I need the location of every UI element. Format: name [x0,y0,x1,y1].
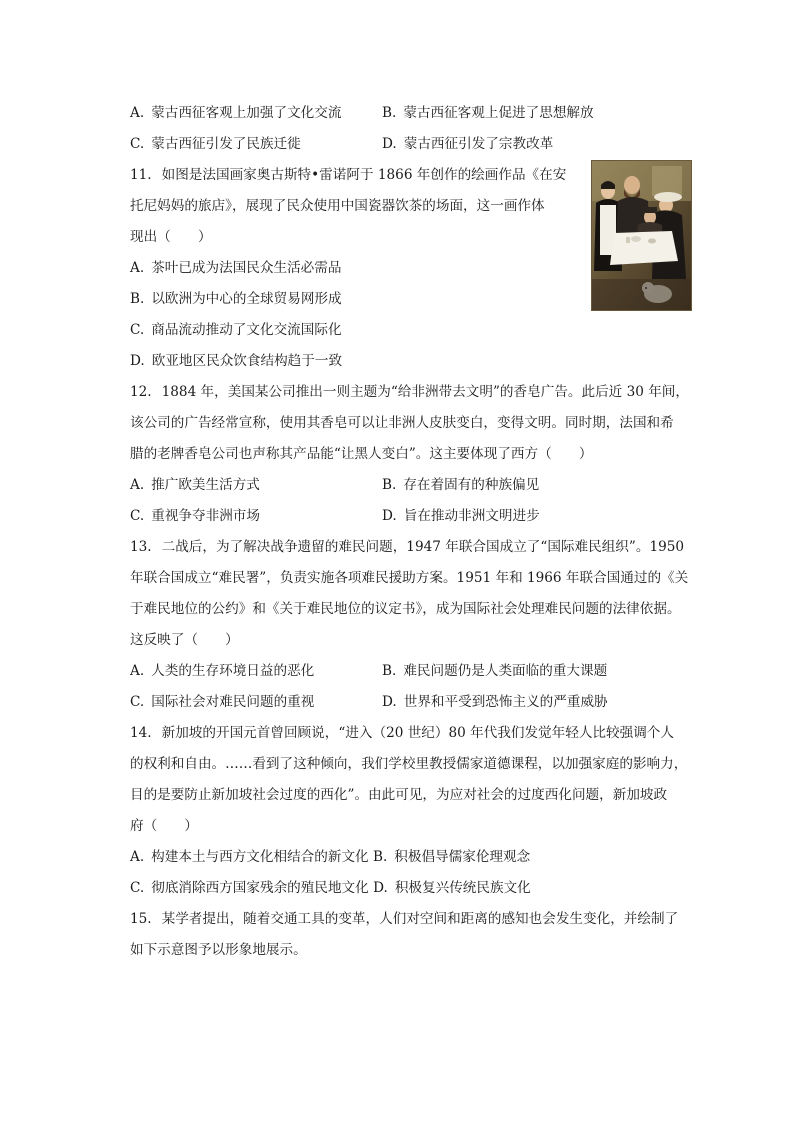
q13-option-c[interactable]: C. 国际社会对难民问题的重视 [130,694,315,710]
q11-stem-line: 11. 如图是法国画家奥古斯特•雷诺阿于 1866 年创作的绘画作品《在安 [130,167,567,183]
q14-option-a[interactable]: A. 构建本土与西方文化相结合的新文化 [130,849,369,865]
q12-stem-line: 12. 1884 年，美国某公司推出一则主题为“给非洲带去文明”的香皂广告。此后近 30 年间， [130,384,689,400]
q11-option-a[interactable]: A. 茶叶已成为法国民众生活必需品 [130,260,342,276]
q12-option-a[interactable]: A. 推广欧美生活方式 [130,477,260,493]
q13-options-row-2 [130,687,694,718]
q12-stem-line: 该公司的广告经常宣称，使用其香皂可以让非洲人皮肤变白，变得文明。同时期，法国和希 [130,415,674,431]
q15-stem-line: 15. 某学者提出，随着交通工具的变革，人们对空间和距离的感知也会发生变化，并绘制了 [130,911,679,927]
q12-option-b[interactable]: B. 存在着固有的种族偏见 [382,477,540,493]
renoir-painting-image [591,160,692,311]
q11-stem-line: 托尼妈妈的旅店》，展现了民众使用中国瓷器饮茶的场面，这一画作体 [130,198,545,214]
q12-options-row-2 [130,501,694,532]
q14-option-c[interactable]: C. 彻底消除西方国家残余的殖民地文化 [130,880,369,896]
q12-options-row-1 [130,470,694,501]
q10-option-a[interactable]: A. 蒙古西征客观上加强了文化交流 [130,105,342,121]
question-11 [130,160,694,377]
question-14 [130,718,694,904]
q11-stem-line: 现出（ ） [130,229,212,245]
q13-stem-line: 这反映了（ ） [130,632,239,648]
q14-stem-line: 的权利和自由。……看到了这种倾向，我们学校里教授儒家道德课程，以加强家庭的影响力， [130,756,688,772]
q15-stem-line: 如下示意图予以形象地展示。 [130,942,307,958]
question-12 [130,377,694,532]
question-15 [130,904,694,966]
question-content [130,98,694,966]
q13-option-b[interactable]: B. 难民问题仍是人类面临的重大课题 [382,663,608,679]
q14-stem-line: 14. 新加坡的开国元首曾回顾说，“进入（20 世纪）80 年代我们发觉年轻人比较强调个人 [130,725,674,741]
q10-option-d[interactable]: D. 蒙古西征引发了宗教改革 [382,136,554,152]
q12-option-d[interactable]: D. 旨在推动非洲文明进步 [382,508,540,524]
q13-options-row-1 [130,656,694,687]
q14-option-b[interactable]: B. 积极倡导儒家伦理观念 [372,849,531,865]
q14-stem-line: 府（ ） [130,818,198,834]
q14-options-row-2 [130,873,694,904]
q12-option-c[interactable]: C. 重视争夺非洲市场 [130,508,260,524]
q12-stem-line: 腊的老牌香皂公司也声称其产品能“让黑人变白”。这主要体现了西方（ ） [130,446,593,462]
q13-stem-line: 年联合国成立“难民署”，负责实施各项难民援助方案。1951 年和 1966 年联合国通过的《关 [130,570,689,586]
q13-option-d[interactable]: D. 世界和平受到恐怖主义的严重威胁 [382,694,608,710]
q11-option-c[interactable]: C. 商品流动推动了文化交流国际化 [130,322,342,338]
q10-options-row-1 [130,98,694,129]
q14-option-d[interactable]: D. 积极复兴传统民族文化 [373,880,531,896]
q11-option-d[interactable]: D. 欧亚地区民众饮食结构趋于一致 [130,353,343,369]
q13-stem-line: 于难民地位的公约》和《关于难民地位的议定书》，成为国际社会处理难民问题的法律依据。 [130,601,681,617]
q10-option-c[interactable]: C. 蒙古西征引发了民族迁徙 [130,136,301,152]
question-13 [130,532,694,718]
q14-options-row-1 [130,842,694,873]
q10-option-b[interactable]: B. 蒙古西征客观上促进了思想解放 [382,105,594,121]
q10-options-row-2 [130,129,694,160]
q13-stem-line: 13. 二战后，为了解决战争遗留的难民问题，1947 年联合国成立了“国际难民组织”。1950 [130,539,685,555]
q14-stem-line: 目的是要防止新加坡社会过度的西化”。由此可见，为应对社会的过度西化问题，新加坡政 [130,787,668,803]
q11-option-b[interactable]: B. 以欧洲为中心的全球贸易网形成 [130,291,342,307]
q13-option-a[interactable]: A. 人类的生存环境日益的恶化 [130,663,315,679]
